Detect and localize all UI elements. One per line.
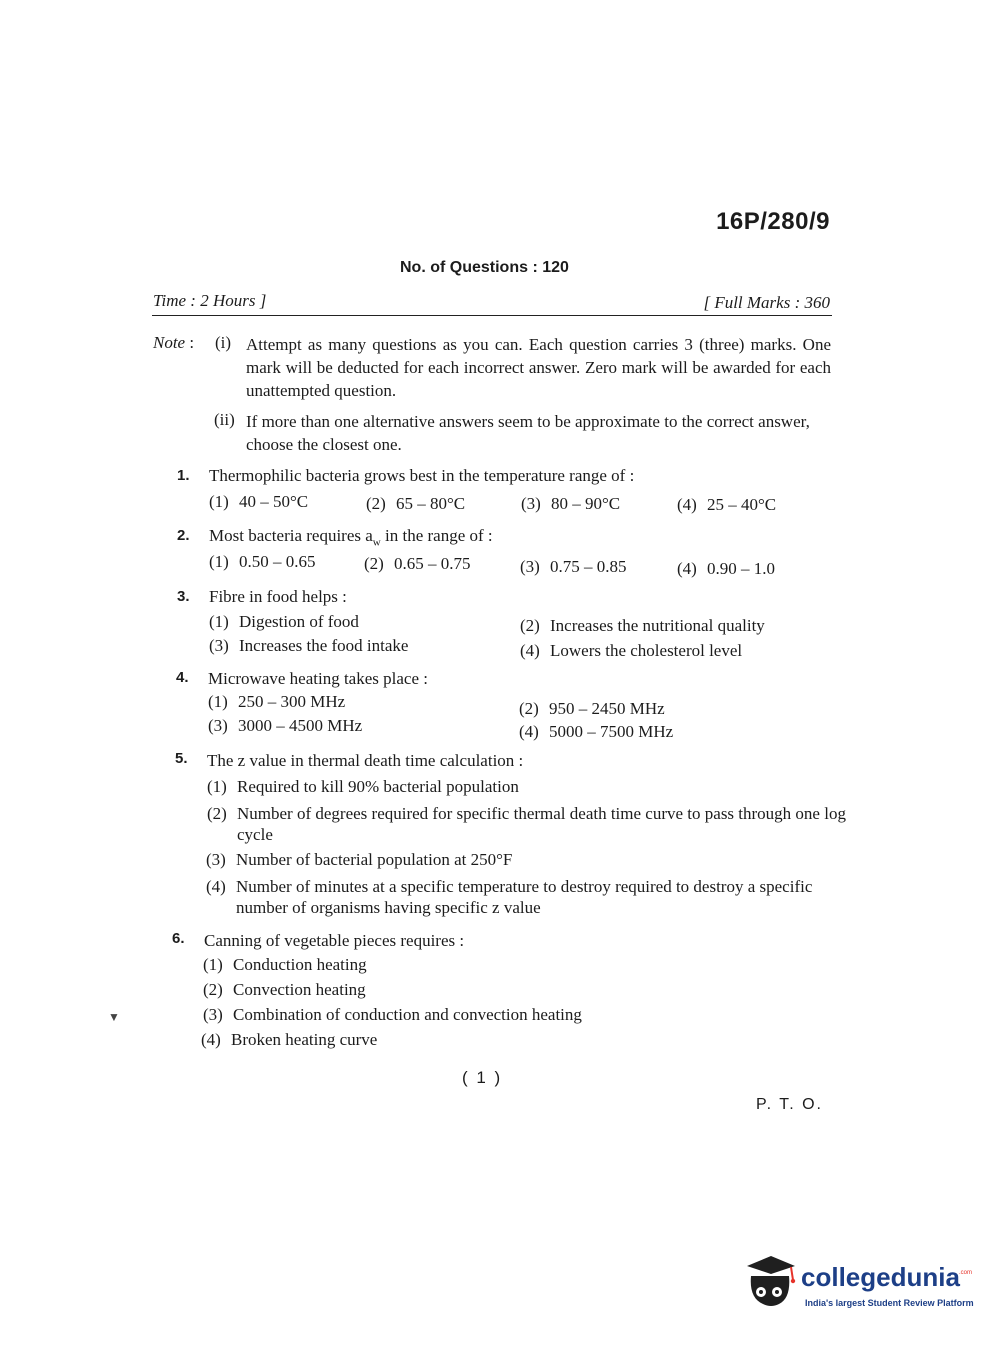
paper-code: 16P/280/9: [716, 208, 830, 235]
note-item-text: Attempt as many questions as you can. Each question carries 3 (three) marks. One mark will be deducted for each incorrect answer. Zero mark will be awarded for each unattempted question.: [246, 335, 831, 400]
header-divider: [152, 315, 832, 316]
brand-tagline: India's largest Student Review Platform: [805, 1298, 974, 1308]
question-number: 4.: [176, 669, 189, 686]
note-item-number: (i): [215, 333, 232, 352]
answer-option: (2) 0.65 – 0.75: [364, 554, 471, 573]
number-of-questions: No. of Questions : 120: [400, 259, 569, 276]
time-allowed: Time : 2 Hours ]: [153, 291, 267, 310]
answer-option: (4) Lowers the cholesterol level: [520, 641, 743, 660]
question-text: Canning of vegetable pieces requires :: [204, 931, 465, 950]
question-text: Microwave heating takes place :: [208, 669, 428, 688]
question-text: Thermophilic bacteria grows best in the temperature range of :: [209, 466, 635, 485]
brand-domain: .com: [959, 1270, 973, 1276]
question-number: 1.: [177, 467, 190, 484]
question-text: The z value in thermal death time calculation :: [207, 751, 524, 770]
answer-option: (4) Number of minutes at a specific temperature to destroy required to destroy a specific number of organisms having specific z value: [206, 877, 813, 917]
answer-option: (3) 80 – 90°C: [521, 494, 621, 513]
answer-option: (3) 0.75 – 0.85: [520, 557, 627, 576]
page-number: ( 1 ): [462, 1068, 503, 1087]
answer-option: (1) Digestion of food: [209, 612, 359, 631]
answer-option: (2) Number of degrees required for specific thermal death time curve to pass through one log cycle: [207, 804, 846, 844]
answer-option: (2) 65 – 80°C: [366, 494, 466, 513]
answer-option: (1) Required to kill 90% bacterial population: [207, 777, 519, 796]
note-item-text: If more than one alternative answers seem to be approximate to the correct answer, choose the closest one.: [246, 412, 810, 454]
answer-option: (3) Number of bacterial population at 250°F: [206, 850, 513, 869]
answer-option: (4) 0.90 – 1.0: [677, 559, 775, 578]
answer-option: (3) Combination of conduction and convection heating: [203, 1005, 582, 1024]
answer-option: (4) 25 – 40°C: [677, 495, 777, 514]
brand-name: collegedunia: [801, 1262, 960, 1292]
mascot-logo-icon: [741, 1254, 799, 1310]
question-number: 5.: [175, 750, 188, 767]
answer-option: (4) 5000 – 7500 MHz: [519, 722, 674, 741]
answer-option: (2) Convection heating: [203, 980, 366, 999]
question-text: Most bacteria requires $a_w$ in the range of :: [209, 526, 493, 549]
scan-mark-icon: ▼: [108, 1010, 120, 1024]
answer-option: (4) Broken heating curve: [201, 1030, 378, 1049]
answer-option: (1) 0.50 – 0.65: [209, 552, 316, 571]
answer-option: (2) Increases the nutritional quality: [520, 616, 765, 635]
note-item-number: (ii): [214, 410, 235, 429]
answer-option: (3) 3000 – 4500 MHz: [208, 716, 363, 735]
answer-option: (1) 250 – 300 MHz: [208, 692, 346, 711]
question-number: 3.: [177, 588, 190, 605]
full-marks: [ Full Marks : 360: [703, 293, 830, 312]
answer-option: (2) 950 – 2450 MHz: [519, 699, 665, 718]
note-label: Note :: [153, 333, 195, 352]
answer-option: (3) Increases the food intake: [209, 636, 409, 655]
answer-option: (1) 40 – 50°C: [209, 492, 309, 511]
question-number: 2.: [177, 527, 190, 544]
answer-option: (1) Conduction heating: [203, 955, 367, 974]
question-text: Fibre in food helps :: [209, 587, 347, 606]
question-number: 6.: [172, 930, 185, 947]
please-turn-over: P. T. O.: [756, 1096, 823, 1113]
